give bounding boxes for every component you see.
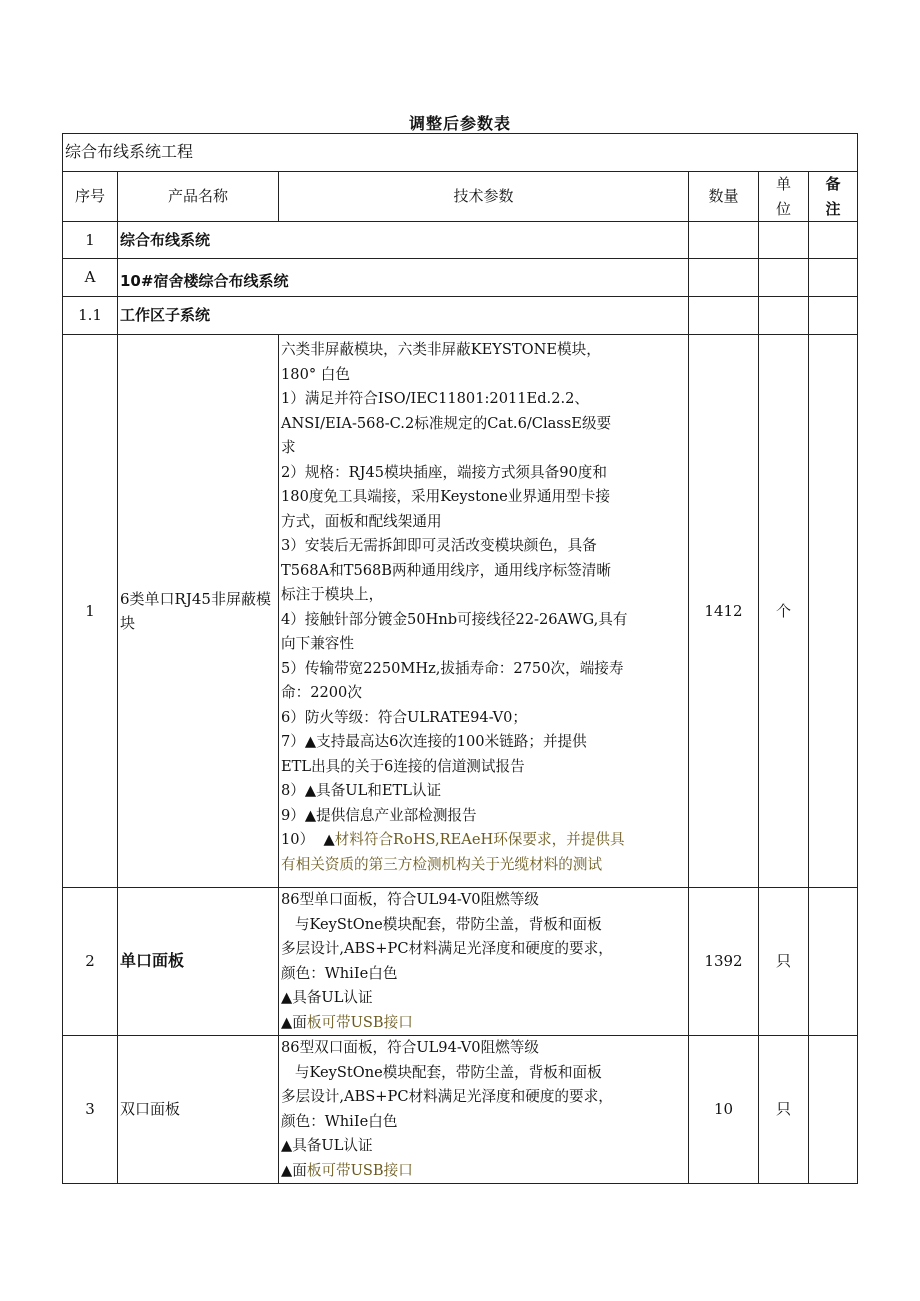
param-line-highlight: 有相关资质的第三方检测机构关于光缆材料的测试	[281, 855, 603, 873]
item-no: 2	[63, 888, 118, 1036]
param-line: 求	[281, 439, 296, 456]
param-line-highlight: 材料符合RoHS,REAeH环保要求，并提供具	[334, 831, 625, 848]
header-remark-line1: 备	[825, 175, 841, 193]
item-params	[279, 888, 689, 1036]
section-label: 10#宿舍楼综合布线系统	[118, 259, 689, 297]
param-line: 多层设计,ABS+PC材料满足光泽度和硬度的要求，	[281, 940, 613, 957]
param-line: 颜色：WhiIe白色	[281, 964, 398, 982]
item-name: 双口面板	[118, 1036, 279, 1184]
param-line: 六类非屏蔽模块，六类非屏蔽KEYSTONE模块，	[281, 341, 601, 358]
item-unit: 只	[759, 888, 809, 1036]
page-title: 调整后参数表	[408, 114, 511, 133]
section-row	[63, 297, 858, 335]
param-line	[281, 1011, 686, 1036]
item-remark	[809, 1036, 858, 1184]
item-params	[279, 335, 689, 888]
param-line: 86型单口面板，符合UL94-V0阻燃等级	[281, 891, 539, 908]
header-remark-line2: 注	[825, 199, 841, 218]
param-line: 8）▲具备UL和ETL认证	[281, 782, 442, 799]
param-line: 4）接触针部分镀金50Hnb可接线径22-26AWG,具有	[281, 610, 628, 628]
param-line: 86型双口面板，符合UL94-V0阻燃等级	[281, 1039, 539, 1056]
param-line	[281, 828, 686, 853]
section-row	[63, 222, 858, 259]
table-row	[63, 335, 858, 888]
table-row	[63, 1036, 858, 1184]
item-remark	[809, 335, 858, 888]
param-line-highlight: 板可带USB接口	[306, 1161, 413, 1179]
param-line: 2）规格：RJ45模块插座，端接方式须具备90度和	[281, 463, 607, 481]
param-line: 多层设计,ABS+PC材料满足光泽度和硬度的要求，	[281, 1088, 613, 1105]
header-qty: 数量	[689, 172, 759, 222]
header-unit-line1: 单	[775, 175, 791, 193]
param-line: ▲具备UL认证	[281, 1137, 373, 1154]
param-line: ANSI/EIA-568-C.2标准规定的Cat.6/ClassE级要	[281, 414, 612, 432]
header-name: 产品名称	[118, 172, 279, 222]
item-params	[279, 1036, 689, 1184]
item-unit: 个	[759, 335, 809, 888]
parameter-table	[62, 133, 858, 1184]
param-line: 与KeyStOne模块配套，带防尘盖，背板和面板	[281, 915, 602, 933]
section-no: 1	[63, 222, 118, 259]
param-line: 180° 白色	[281, 365, 350, 383]
item-qty: 1392	[689, 888, 759, 1036]
project-row	[63, 134, 858, 172]
header-row	[63, 172, 858, 222]
item-unit: 只	[759, 1036, 809, 1184]
param-line-prefix: 10） ▲	[281, 831, 335, 848]
param-line: ▲具备UL认证	[281, 989, 373, 1006]
param-line: 颜色：WhiIe白色	[281, 1112, 398, 1130]
section-row	[63, 259, 858, 297]
param-line: 180度免工具端接，采用Keystone业界通用型卡接	[281, 488, 610, 505]
section-no: A	[63, 259, 118, 297]
param-line: 标注于模块上，	[281, 586, 384, 603]
item-no: 3	[63, 1036, 118, 1184]
param-line-prefix: ▲面	[281, 1013, 307, 1031]
project-title: 综合布线系统工程	[63, 134, 858, 172]
param-line: 方式，面板和配线架通用	[281, 512, 442, 530]
param-line: 9）▲提供信息产业部检测报告	[281, 806, 477, 824]
item-qty: 10	[689, 1036, 759, 1184]
param-line: 命：2200次	[281, 684, 362, 701]
param-line: 1）满足并符合ISO/IEC11801:2011Ed.2.2、	[281, 390, 589, 407]
section-label: 综合布线系统	[118, 222, 689, 259]
param-line: 3）安装后无需拆卸即可灵活改变模块颜色，具备	[281, 537, 597, 554]
param-line: 与KeyStOne模块配套，带防尘盖，背板和面板	[281, 1063, 602, 1081]
header-unit	[759, 172, 809, 222]
item-no: 1	[63, 335, 118, 888]
item-name: 单口面板	[118, 888, 279, 1036]
header-params: 技术参数	[279, 172, 689, 222]
header-unit-line2: 位	[775, 199, 791, 218]
header-remark	[809, 172, 858, 222]
item-qty: 1412	[689, 335, 759, 888]
param-line: 7）▲支持最高达6次连接的100米链路；并提供	[281, 733, 587, 750]
param-line: 6）防火等级：符合ULRATE94-V0；	[281, 708, 527, 726]
header-no: 序号	[63, 172, 118, 222]
table-row	[63, 888, 858, 1036]
param-line: 5）传输带宽2250MHz,拔插寿命：2750次，端接寿	[281, 659, 624, 677]
param-line-highlight: 板可带USB接口	[306, 1013, 413, 1031]
section-no: 1.1	[63, 297, 118, 335]
item-remark	[809, 888, 858, 1036]
param-line	[281, 1159, 686, 1184]
param-line: 向下兼容性	[281, 635, 354, 652]
param-line: T568A和T568B两种通用线序，通用线序标签清晰	[281, 561, 611, 579]
item-name: 6类单口RJ45非屏蔽模块	[118, 335, 279, 888]
param-line-prefix: ▲面	[281, 1161, 307, 1179]
param-line: ETL出具的关于6连接的信道测试报告	[281, 757, 525, 775]
section-label: 工作区子系统	[118, 297, 689, 335]
